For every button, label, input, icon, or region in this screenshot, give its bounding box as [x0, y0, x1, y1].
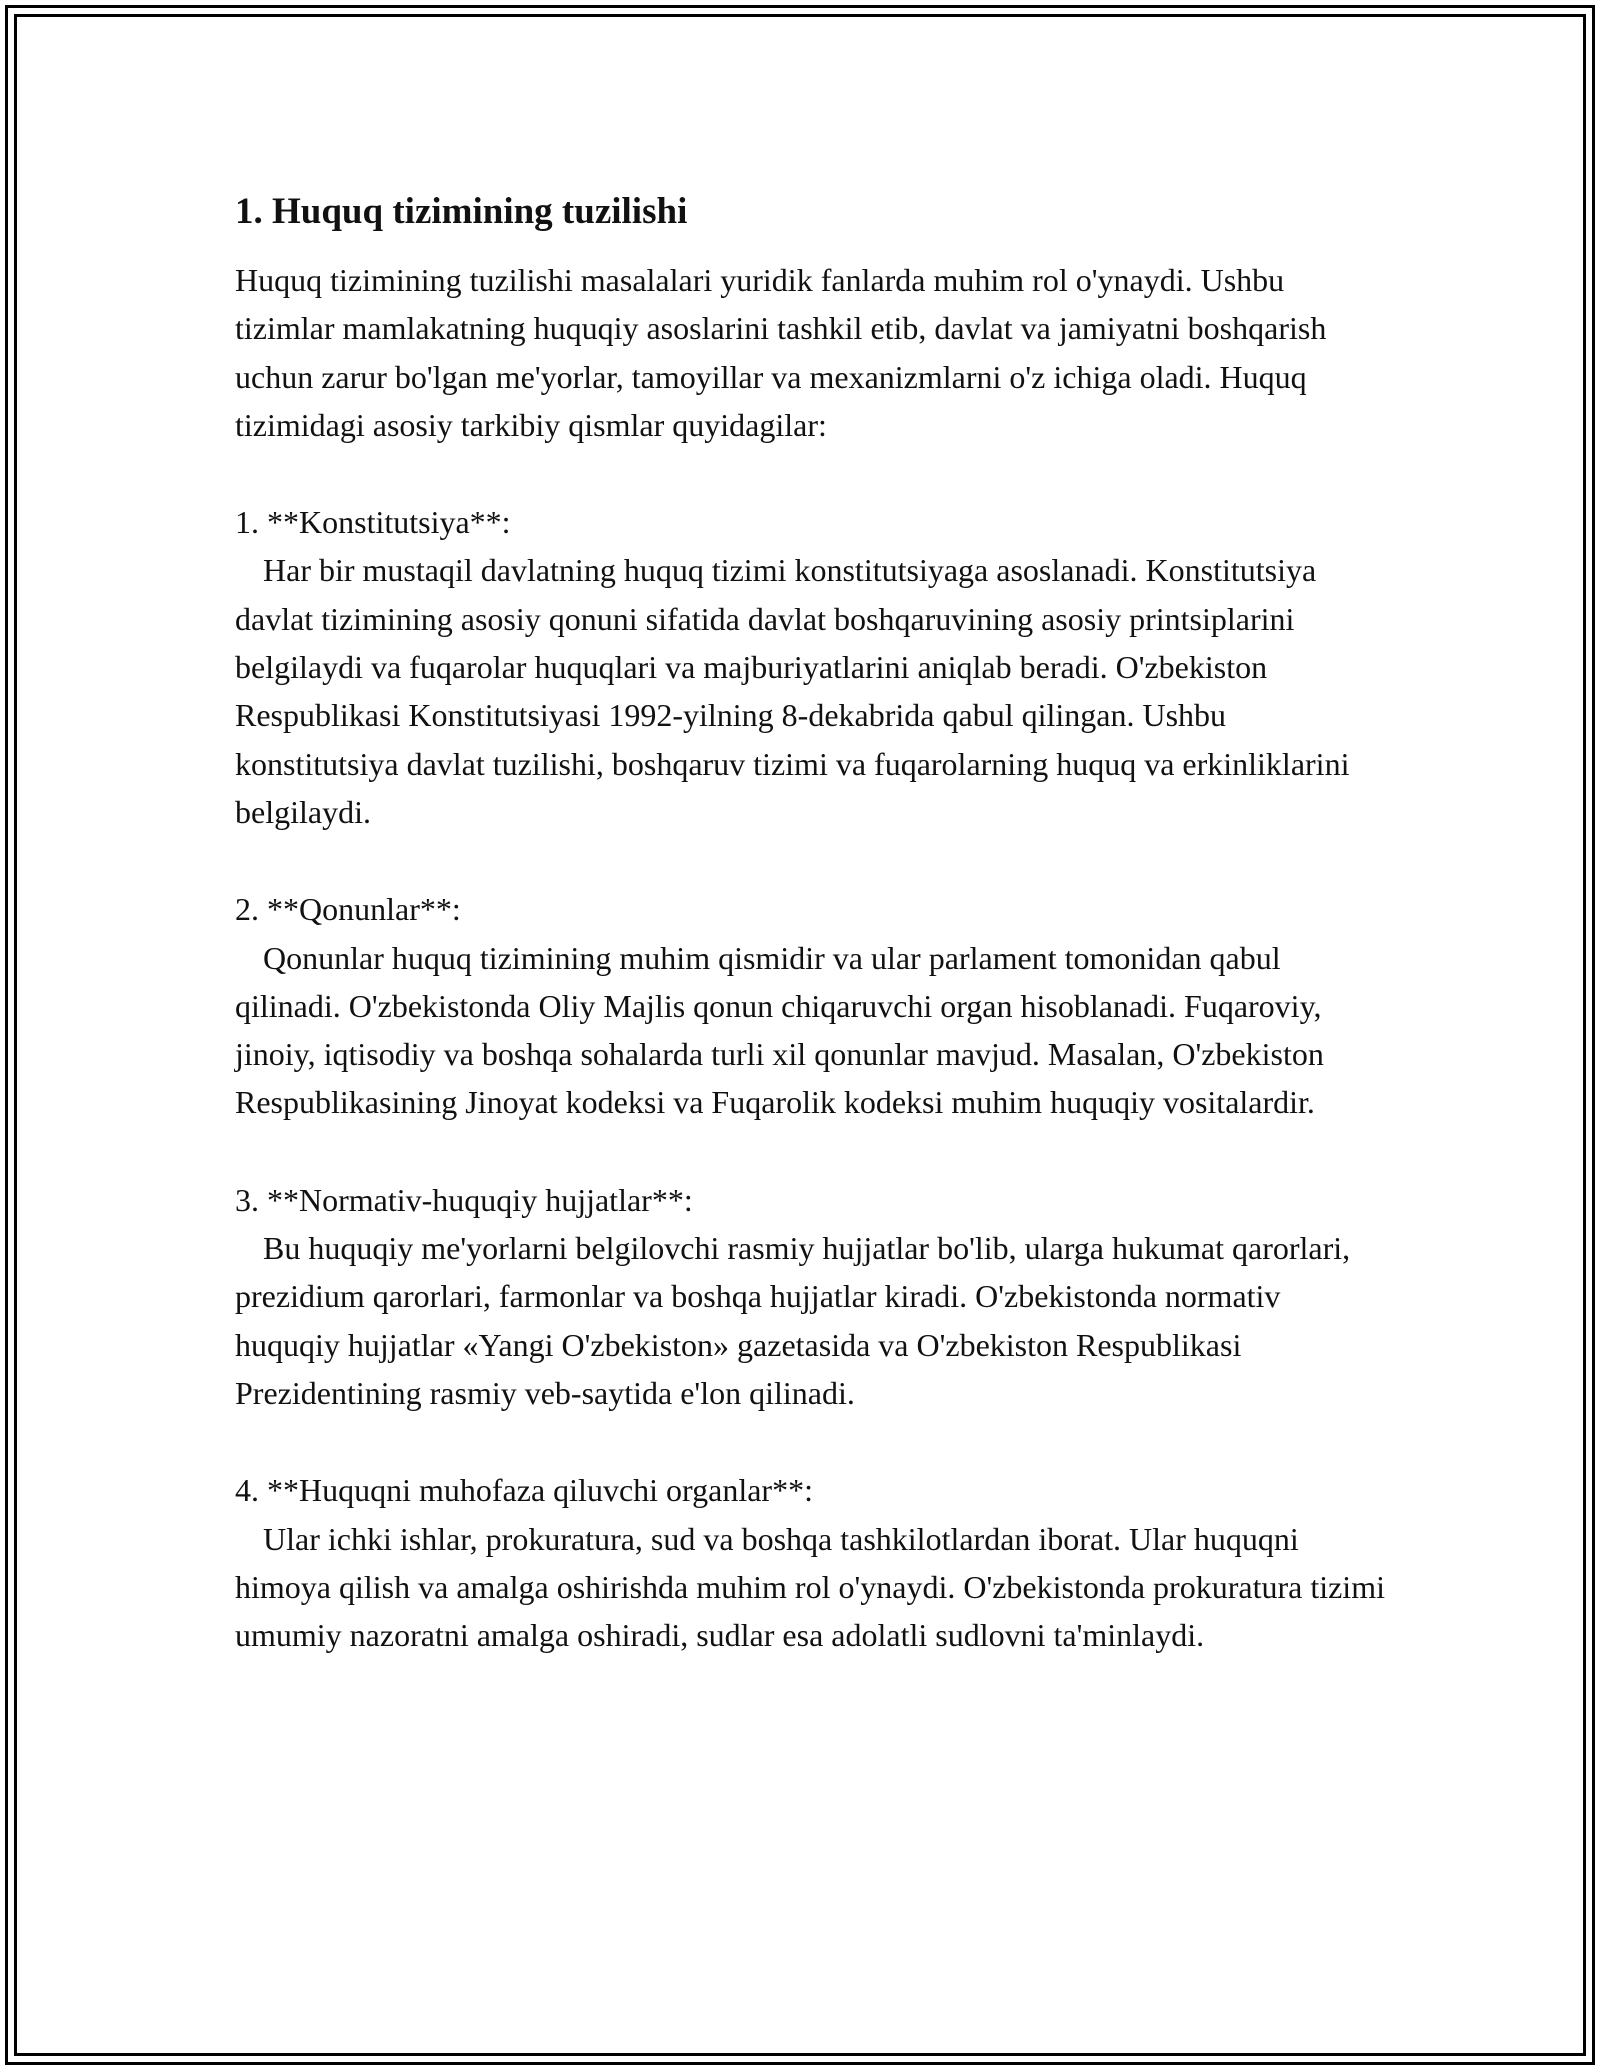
section-huquqni-muhofaza	[235, 1466, 1385, 1659]
document-title: 1. Huquq tizimining tuzilishi	[235, 191, 688, 232]
section-konstitutsiya	[235, 498, 1385, 836]
section-normativ-hujjatlar	[235, 1176, 1385, 1417]
section-heading: 4. **Huquqni muhofaza qiluvchi organlar**:	[235, 1472, 813, 1509]
section-heading: 2. **Qonunlar**:	[235, 891, 461, 928]
document-body	[235, 188, 1385, 1659]
section-heading: 1. **Konstitutsiya**:	[235, 504, 511, 541]
section-body: Ular ichki ishlar, prokuratura, sud va boshqa tashkilotlardan iborat. Ular huquqni himoya qilish va amalga oshirishda muhim rol o'ynaydi. O'zbekistonda prokuratura tizimi umumiy nazoratni amalga oshiradi, sudlar esa adolatli sudlovni ta'minlaydi.	[235, 1520, 1385, 1654]
section-qonunlar	[235, 885, 1385, 1126]
intro-paragraph: Huquq tizimining tuzilishi masalalari yuridik fanlarda muhim rol o'ynaydi. Ushbu tizimlar mamlakatning huquqiy asoslarini tashkil etib, davlat va jamiyatni boshqarish uchun zarur bo'lgan me'yorlar, tamoyillar va mexanizmlarni o'z ichiga oladi. Huquq tizimidagi asosiy tarkibiy qismlar quyidagilar:	[235, 262, 1327, 443]
section-body: Qonunlar huquq tizimining muhim qismidir va ular parlament tomonidan qabul qilinadi. O'zbekistonda Oliy Majlis qonun chiqaruvchi organ hisoblanadi. Fuqaroviy, jinoiy, iqtisodiy va boshqa sohalarda turli xil qonunlar mavjud. Masalan, O'zbekiston Respublikasining Jinoyat kodeksi va Fuqarolik kodeksi muhim huquqiy vositalardir.	[235, 939, 1324, 1121]
section-body: Har bir mustaqil davlatning huquq tizimi konstitutsiyaga asoslanadi. Konstitutsiya davlat tizimining asosiy qonuni sifatida davlat boshqaruvining asosiy printsiplarini belgilaydi va fuqarolar huquqlari va majburiyatlarini aniqlab beradi. O'zbekiston Respublikasi Konstitutsiyasi 1992-yilning 8-dekabrida qabul qilingan. Ushbu konstitutsiya davlat tuzilishi, boshqaruv tizimi va fuqarolarning huquq va erkinliklarini belgilaydi.	[235, 552, 1350, 830]
section-heading: 3. **Normativ-huquqiy hujjatlar**:	[235, 1181, 693, 1218]
section-body: Bu huquqiy me'yorlarni belgilovchi rasmiy hujjatlar bo'lib, ularga hukumat qarorlari, prezidium qarorlari, farmonlar va boshqa hujjatlar kiradi. O'zbekistonda normativ huquqiy hujjatlar «Yangi O'zbekiston» gazetasida va O'zbekiston Respublikasi Prezidentining rasmiy veb-saytida e'lon qilinadi.	[235, 1230, 1351, 1411]
